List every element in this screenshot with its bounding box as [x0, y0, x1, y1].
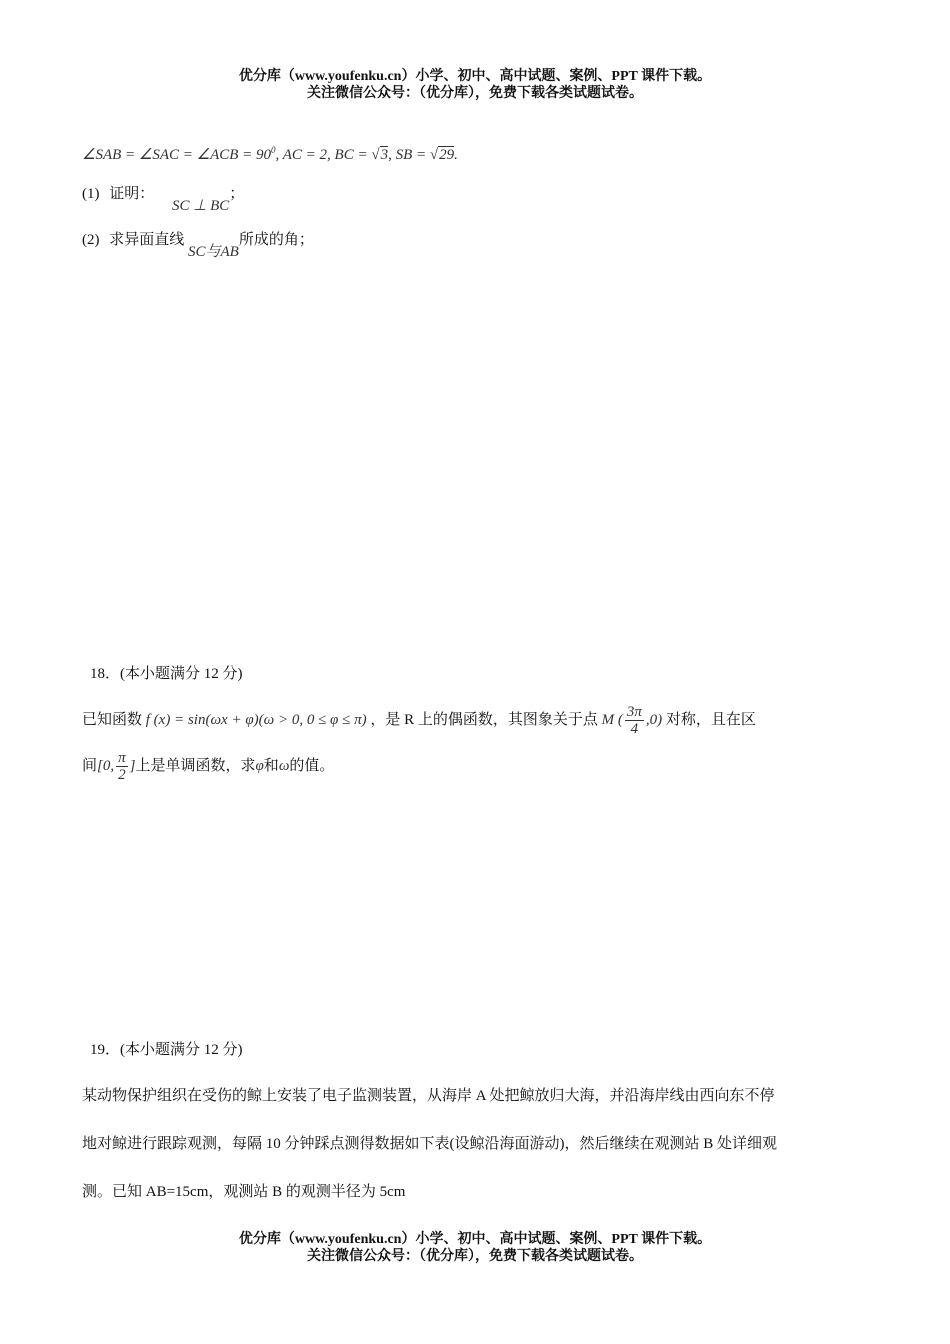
q18-text-g: 的值。 [289, 758, 335, 774]
q18-fraction-3pi-4 [625, 704, 644, 737]
q18-text-e: 上是单调函数，求 [135, 758, 256, 774]
footer-banner [0, 1231, 950, 1265]
q17-ac-bc: , AC = 2, BC = [275, 147, 372, 163]
q19-line1: 某动物保护组织在受伤的鲸上安装了电子监测装置，从海岸 A 处把鲸放归大海，并沿海岸线由西向东不停 [82, 1088, 775, 1104]
q17-part1-math: SC ⊥ BC [172, 198, 230, 214]
q17-part2-label: (2) [82, 232, 100, 248]
q17-angles: ∠SAB = ∠SAC = ∠ACB = 90 [82, 147, 272, 163]
q18-text-b: ，是 R 上的偶函数，其图象关于点 [370, 712, 598, 728]
q17-part1-text: 证明： [109, 186, 155, 202]
q18-point-m: M ( [601, 712, 623, 728]
q18-interval-num: π [118, 750, 126, 767]
q17-sqrt3: 3 [380, 147, 389, 163]
q19-line3: 测。已知 AB=15cm，观测站 B 的观测半径为 5cm [82, 1184, 406, 1200]
header-line-2: 关注微信公众号：（优分库），免费下载各类试题试卷。 [307, 86, 643, 101]
q17-period: . [454, 147, 458, 163]
q18-interval-start: [0, [97, 758, 115, 774]
q17-sb: , SB = [388, 147, 430, 163]
header-line-1: 优分库（www.youfenku.cn）小学、初中、高中试题、案例、PPT 课件下载。 [238, 69, 712, 84]
q18-text-c: 对称，且在区 [665, 712, 756, 728]
q17-part2 [82, 228, 314, 260]
q18-interval-den: 2 [118, 767, 126, 784]
q18-phi: φ [255, 758, 264, 774]
q17-condition: ∠SAB = ∠SAC = ∠ACB = $90^0$, AC = 2, BC = √3, SB = √29. [82, 145, 458, 163]
q18-line2 [82, 746, 334, 786]
q19-line2: 地对鲸进行跟踪观测，每隔 10 分钟踩点测得数据如下表(设鲸沿海面游动)，然后继续在观测站 B 处详细观 [82, 1136, 777, 1152]
q17-part2-end: 所成的角； [238, 232, 314, 248]
q17-part1-end: ； [229, 186, 245, 202]
q18-frac-den: 4 [630, 721, 639, 738]
q17-part2-math: SC与AB [188, 244, 239, 260]
footer-line-1: 优分库（www.youfenku.cn）小学、初中、高中试题、案例、PPT 课件下载。 [238, 1232, 712, 1247]
q18-frac-num: 3π [626, 704, 642, 721]
q18-fraction-pi-2 [116, 750, 128, 783]
q19-heading: 19．(本小题满分 12 分) [90, 1042, 243, 1058]
q17-sqrt29: 29 [439, 147, 455, 163]
q18-function: f (x) = sin(ωx + φ)(ω > 0, 0 ≤ φ ≤ π) [145, 712, 367, 728]
header-banner [0, 68, 950, 102]
q18-point-end: ,0) [645, 712, 663, 728]
q18-interval-end: ] [129, 758, 136, 774]
q17-part1-label: (1) [82, 186, 100, 202]
q18-text-f: 和 [263, 758, 279, 774]
q18-text-a: 已知函数 [82, 712, 143, 728]
q17-part1 [82, 182, 245, 214]
q17-part2-text: 求异面直线 [109, 232, 185, 248]
q18-line1 [82, 700, 756, 740]
footer-line-2: 关注微信公众号：（优分库），免费下载各类试题试卷。 [307, 1249, 643, 1264]
q17-degree: 0 [271, 145, 276, 155]
q18-omega: ω [278, 758, 290, 774]
q18-text-d: 间 [82, 758, 98, 774]
q18-heading: 18．(本小题满分 12 分) [90, 666, 243, 682]
